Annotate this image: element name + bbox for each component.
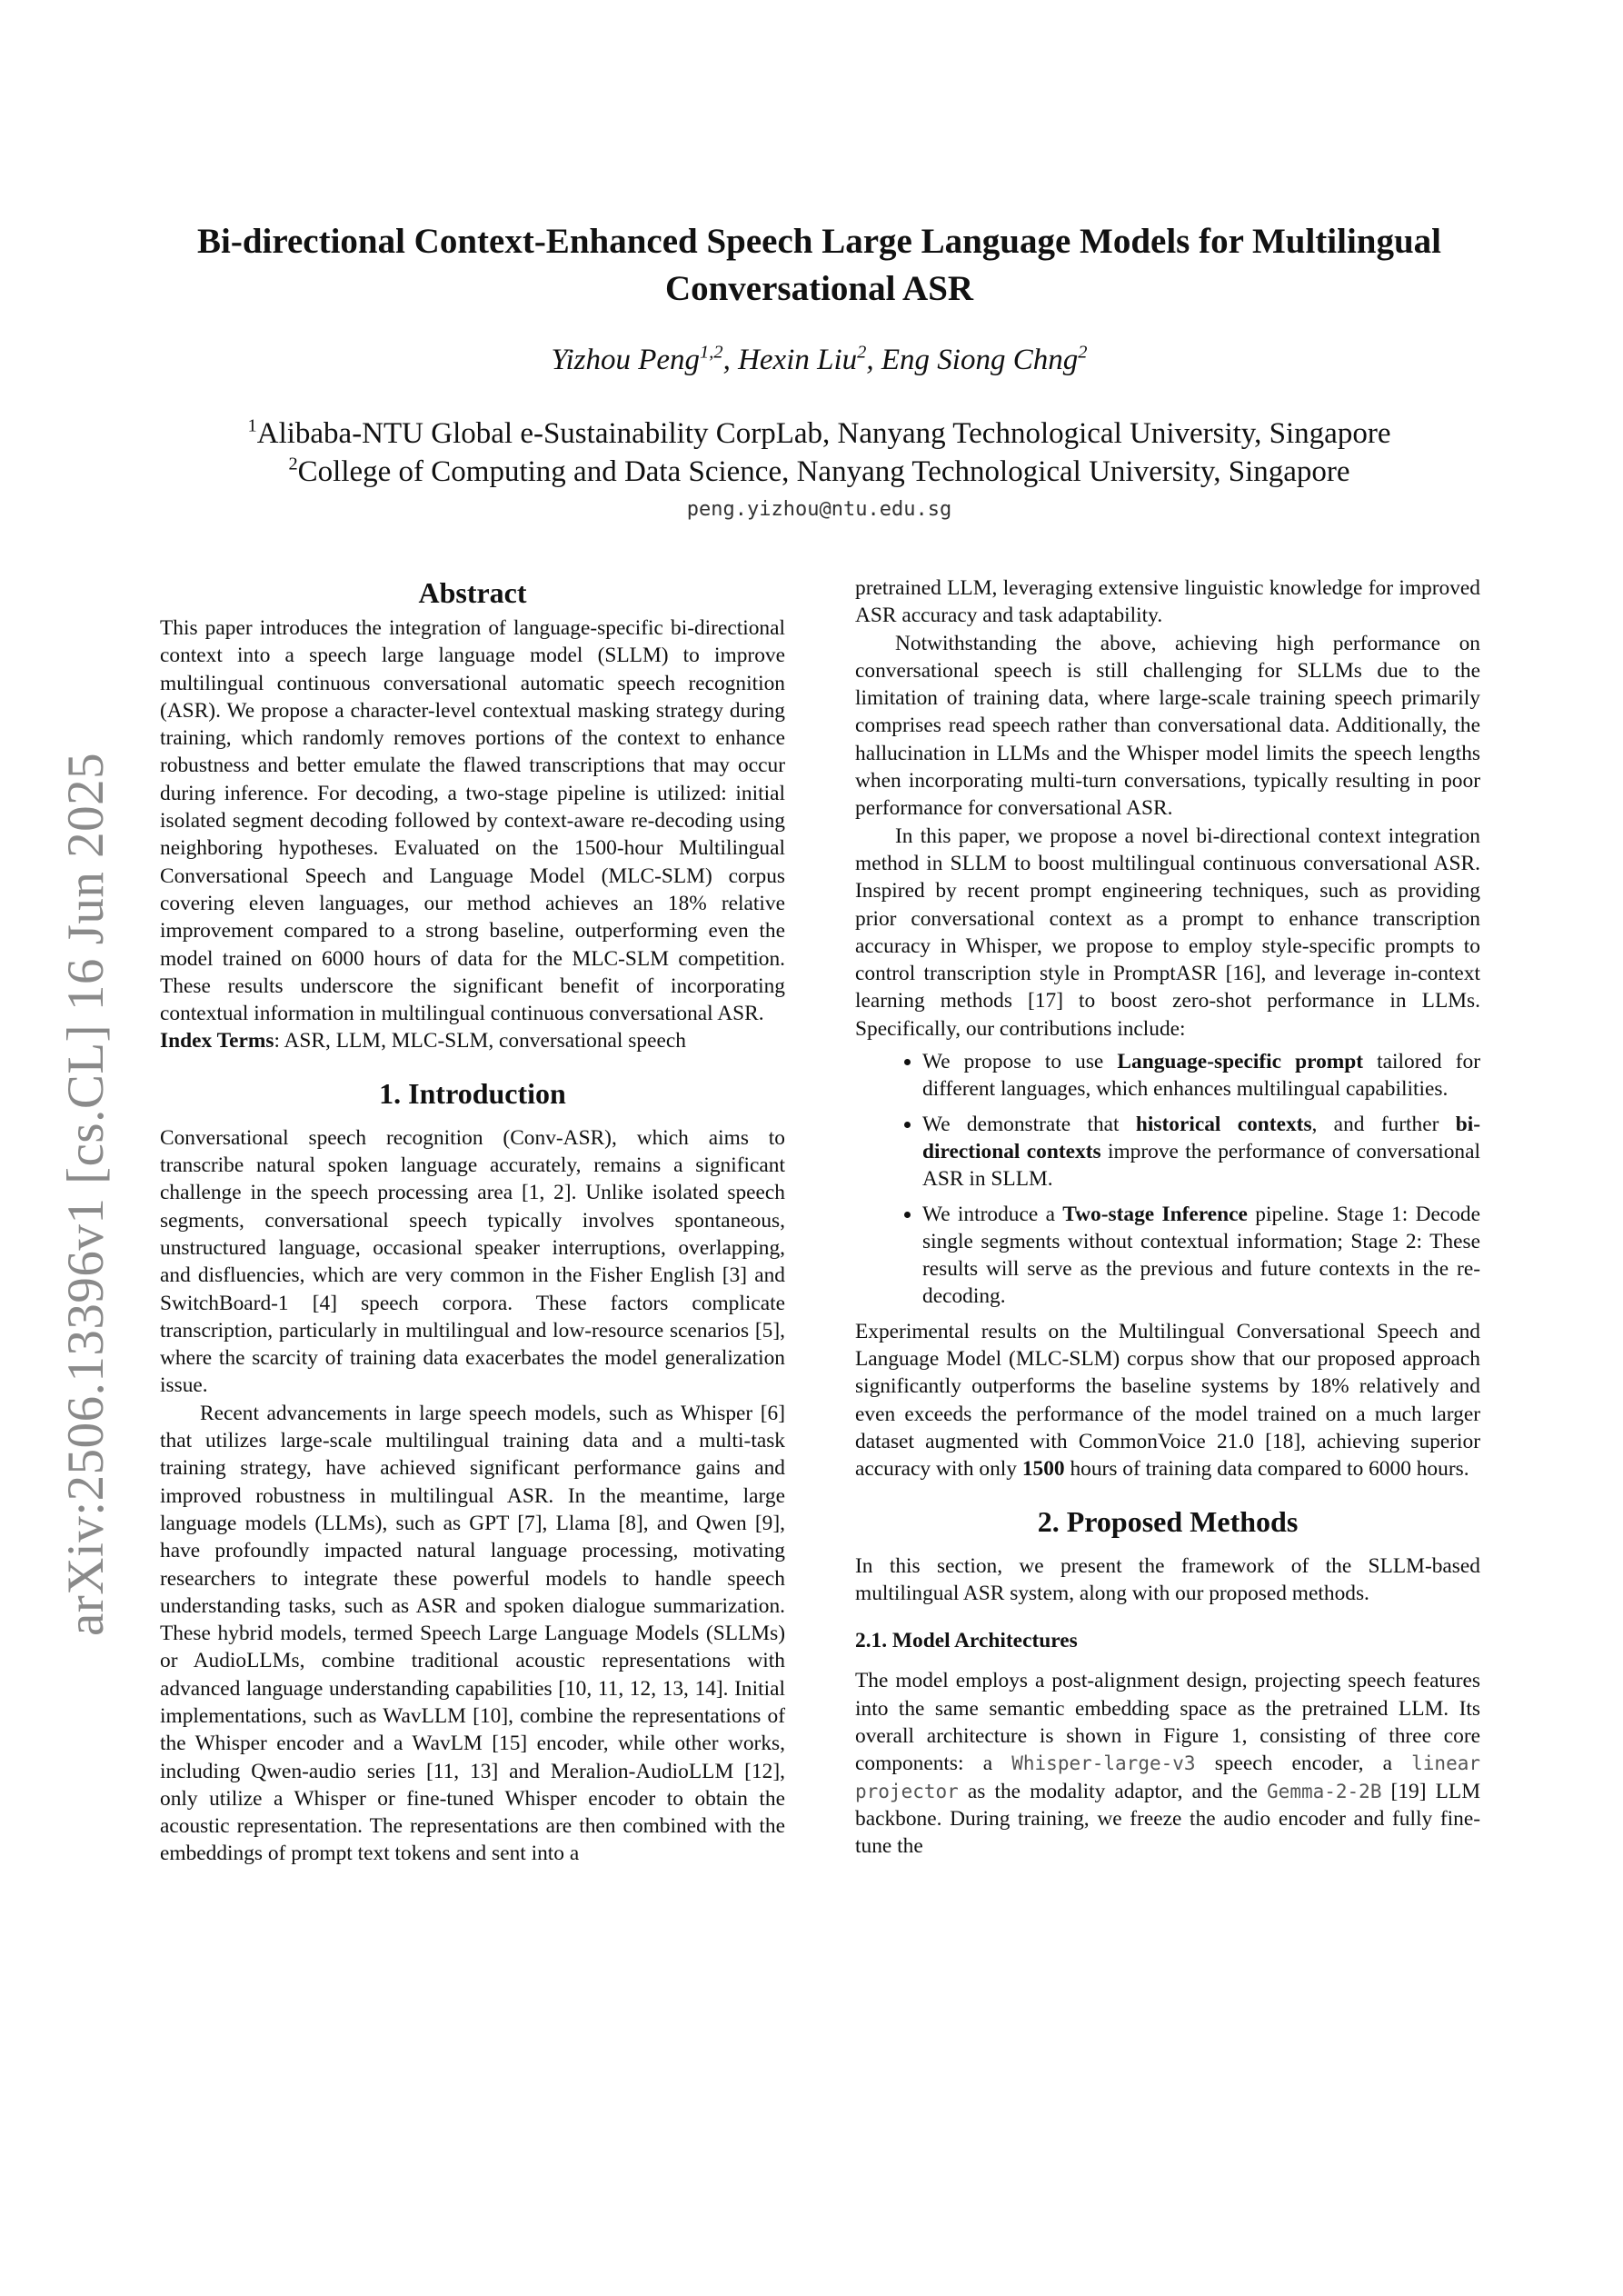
right-column — [855, 574, 1480, 1860]
author-email: peng.yizhou@ntu.edu.sg — [686, 498, 952, 521]
author-name: Hexin Liu — [738, 344, 858, 376]
paragraph-text: hours of training data compared to 6000 hours. — [1064, 1457, 1469, 1482]
contribution-text: , and further — [1311, 1112, 1456, 1136]
author-affil-mark: 2 — [1078, 342, 1088, 363]
index-terms-text: : ASR, LLM, MLC-SLM, conversational speech — [274, 1029, 686, 1053]
contribution-keyword: historical contexts — [1135, 1112, 1312, 1136]
methods-paragraph-1: In this section, we present the framework of the SLLM-based multilingual ASR system, along with our proposed methods. — [855, 1553, 1480, 1605]
author-separator: , — [866, 344, 881, 376]
intro-paragraph-2: Recent advancements in large speech models, such as Whisper [6] that utilizes large-scale multilingual training data and a multi-task training strategy, have achieved significant performance gains and improved robustness in multilingual ASR. In the meantime, large language models (LLMs), such as GPT [7], Llama [8], and Qwen [9], have profoundly impacted natural language processing, motivating researchers to integrate these powerful models to handle speech understanding tasks, such as ASR and spoken dialogue summarization. These hybrid models, termed Speech Large Language Models (SLLMs) or AudioLLMs, combine traditional acoustic representations with advanced language understanding capabilities [10, 11, 12, 13, 14]. Initial implementations, such as WavLLM [10], combine the representations of the Whisper encoder and a WavLM [15] encoder, while other works, including Qwen-audio series [11, 13] and Meralion-AudioLLM [12], only utilize a Whisper or fine-tuned Whisper encoder to obtain the acoustic representation. The representations are then combined with the embeddings of prompt text tokens and sent into a — [160, 1401, 785, 1866]
paragraph-text: Experimental results on the Multilingual Conversational Speech and Language Model (MLC-SLM) corpus show that our proposed approach significantly outperforms the baseline systems by 18% relatively and even exceeds the performance of the model trained on a much larger dataset augmented with CommonVoice 21.0 [18], achieving superior accuracy with only — [855, 1319, 1480, 1482]
intro-paragraph-1: Conversational speech recognition (Conv-ASR), which aims to transcribe natural spoken language accurately, remains a significant challenge in the speech processing area [1, 2]. Unlike isolated speech segments, conversational speech typically involves spontaneous, unstructured language, occasional speaker interruptions, overlapping, and disfluencies, which are very common in the Fisher English [3] and SwitchBoard-1 [4] speech corpora. These factors complicate transcription, particularly in multilingual and low-resource scenarios [5], where the scarcity of training data exacerbates the model generalization issue. — [160, 1125, 785, 1398]
paper-title: Bi-directional Context-Enhanced Speech Large Language Models for Multilingual Conversational ASR — [197, 222, 1441, 308]
arxiv-identifier: arXiv:2506.13396v1 [cs.CL] 16 Jun 2025 — [57, 752, 115, 1636]
index-terms — [160, 1027, 785, 1054]
author-separator: , — [722, 344, 739, 376]
affiliation-text: Alibaba-NTU Global e-Sustainability CorpLab, Nanyang Technological University, Singapore — [256, 417, 1391, 450]
paragraph-text: speech encoder, a — [1195, 1752, 1412, 1776]
affiliation-line — [160, 414, 1479, 453]
intro-paragraph-2-continued: pretrained LLM, leveraging extensive linguistic knowledge for improved ASR accuracy and task adaptability. — [855, 576, 1480, 628]
introduction-heading: 1. Introduction — [379, 1076, 566, 1110]
affiliation-text: College of Computing and Data Science, Nanyang Technological University, Singapore — [297, 455, 1350, 488]
intro-paragraph-4: In this paper, we propose a novel bi-directional context integration method in SLLM to boost multilingual continuous conversational ASR. Inspired by recent prompt engineering techniques, such as providing prior conversational context as a prompt to enhance transcription accuracy in Whisper, we propose to employ style-specific prompts to control transcription style in PromptASR [16], and leverage in-context learning methods [17] to boost zero-shot performance in LLMs. Specifically, our contributions include: — [855, 824, 1480, 1041]
paragraph-text: as the modality adaptor, and the — [958, 1779, 1268, 1803]
code-term: Whisper-large-v3 — [1011, 1752, 1196, 1775]
methods-heading: 2. Proposed Methods — [1037, 1504, 1299, 1538]
paragraph-text: [19] LLM backbone. During training, we freeze the audio encoder and fully fine-tune the — [855, 1779, 1480, 1859]
contribution-text: We propose to use — [922, 1050, 1118, 1074]
contribution-keyword: Two-stage Inference — [1062, 1202, 1248, 1226]
affiliation-line — [160, 453, 1479, 491]
affiliations — [160, 414, 1479, 491]
contribution-text: tailored for different languages, which enhances multilingual capabilities. — [922, 1050, 1480, 1102]
affiliation-mark: 1 — [247, 415, 257, 436]
abstract-text: This paper introduces the integration of language-specific bi-directional context into a speech large language model (SLLM) to improve multilingual continuous conversational automatic speech recognition (ASR). We propose a character-level contextual masking strategy during training, which randomly removes portions of the context to enhance robustness and better emulate the flawed transcriptions that may occur during inference. For decoding, a two-stage pipeline is utilized: initial isolated segment decoding followed by context-aware re-decoding using neighboring hypotheses. Evaluated on the 1500-hour Multilingual Conversational Speech and Language Model (MLC-SLM) corpus covering eleven languages, our method achieves an 18% relative improvement compared to a strong baseline, outperforming even the model trained on 6000 hours of data for the MLC-SLM competition. These results underscore the significant benefit of incorporating contextual information in multilingual continuous conversational ASR. — [160, 616, 785, 1026]
abstract-heading: Abstract — [418, 576, 527, 609]
author-name: Yizhou Peng — [551, 344, 701, 376]
methods-paragraph-2 — [855, 1667, 1480, 1860]
contribution-text: We demonstrate that — [922, 1112, 1136, 1136]
contribution-item — [922, 1201, 1480, 1311]
contribution-text: improve the performance of conversational ASR in SLLM. — [922, 1139, 1480, 1192]
contribution-keyword: Language-specific prompt — [1117, 1050, 1364, 1074]
contribution-item — [922, 1048, 1480, 1103]
intro-paragraph-5 — [855, 1318, 1480, 1483]
contribution-text: pipeline. Stage 1: Decode single segments without contextual information; Stage 2: These results will serve as the previous and future contexts in the re-decoding. — [922, 1202, 1481, 1309]
author-list — [160, 344, 1479, 377]
contribution-list — [855, 1048, 1480, 1311]
index-terms-label: Index Terms — [160, 1029, 274, 1053]
contribution-item — [922, 1111, 1480, 1193]
affiliation-mark: 2 — [288, 454, 298, 474]
paragraph-text: The model employs a post-alignment design, projecting speech features into the same semantic embedding space as the pretrained LLM. Its overall architecture is shown in Figure 1, consisting of three core components: a — [855, 1669, 1480, 1776]
contribution-keyword: bi-directional contexts — [922, 1112, 1480, 1163]
intro-paragraph-3: Notwithstanding the above, achieving high performance on conversational speech is still challenging for SLLMs due to the limitation of training data, where large-scale training speech primarily comprises read speech rather than conversational data. Additionally, the hallucination in LLMs and the Whisper model limits the speech lengths when incorporating multi-turn conversations, typically resulting in poor performance for conversational ASR. — [855, 631, 1480, 821]
author-affil-mark: 1,2 — [700, 342, 723, 363]
code-term: linear projector — [855, 1752, 1480, 1802]
author-name: Eng Siong Chng — [881, 344, 1079, 376]
code-term: Gemma-2-2B — [1267, 1780, 1382, 1802]
contribution-text: We introduce a — [922, 1202, 1063, 1226]
subsection-heading: 2.1. Model Architectures — [855, 1629, 1078, 1653]
left-column — [160, 574, 785, 1868]
emphasis-text: 1500 — [1021, 1457, 1065, 1482]
author-affil-mark: 2 — [857, 342, 867, 363]
